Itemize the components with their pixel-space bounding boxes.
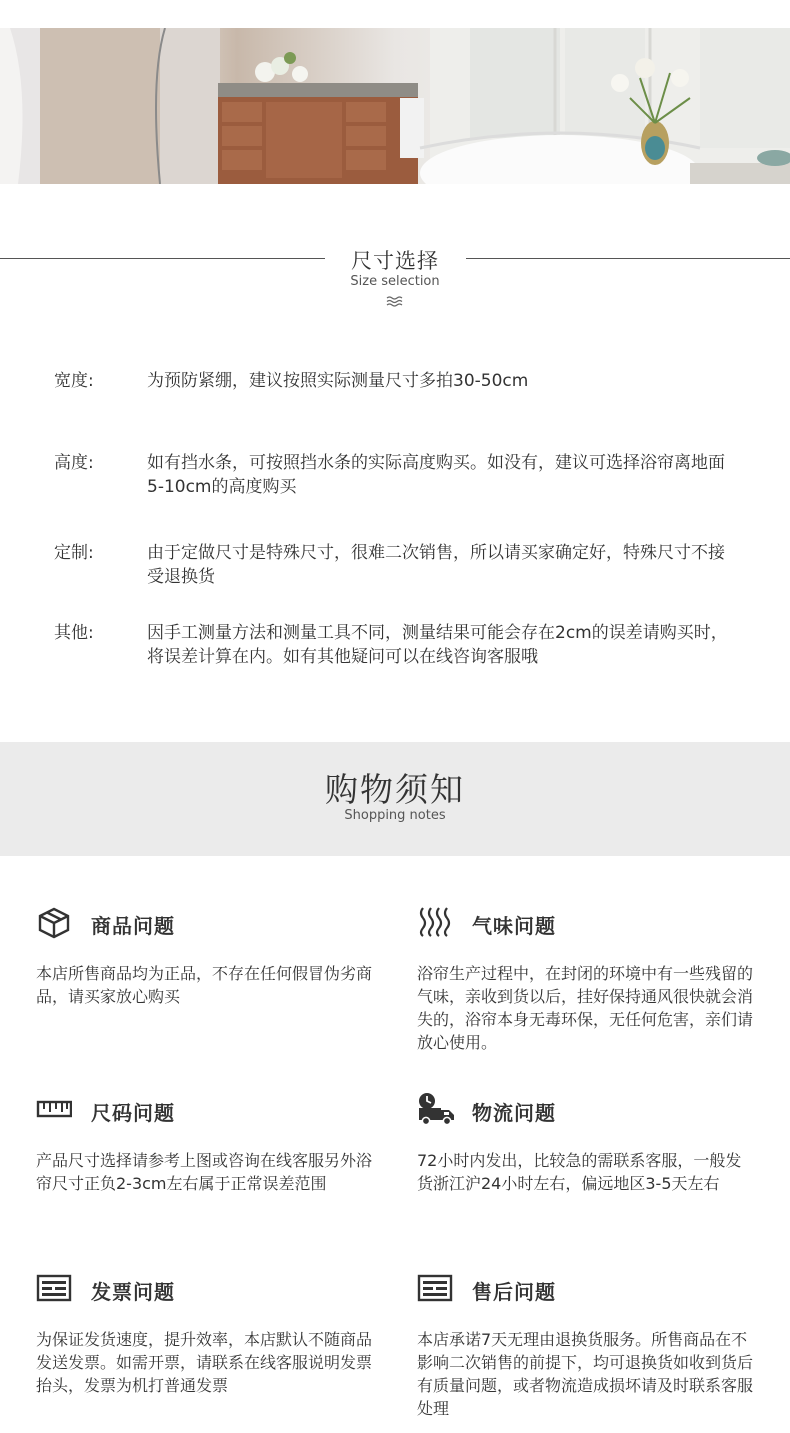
size-row-text: 因手工测量方法和测量工具不同，测量结果可能会存在2cm的误差请购买时，将误差计算在内。如有其他疑问可以在线咨询客服哦 xyxy=(147,623,728,667)
note-text: 为保证发货速度，提升效率，本店默认不随商品发送发票。如需开票，请联系在线客服说明发票抬头，发票为机打普通发票 xyxy=(36,1330,373,1395)
size-row-text: 由于定做尺寸是特殊尺寸，很难二次销售，所以请买家确定好，特殊尺寸不接受退换货 xyxy=(147,543,725,587)
bathroom-hero-image xyxy=(0,28,790,184)
note-title: 物流问题 xyxy=(472,1101,556,1125)
note-title: 发票问题 xyxy=(91,1280,175,1304)
note-text: 产品尺寸选择请参考上图或咨询在线客服另外浴帘尺寸正负2-3cm左右属于正常误差范围 xyxy=(36,1151,373,1193)
shopping-section-title: 购物须知 xyxy=(325,770,465,809)
wave-decoration-icon xyxy=(385,295,405,307)
size-row-label: 宽度: xyxy=(54,371,94,391)
after-sales-icon xyxy=(417,1270,453,1306)
size-row-label: 定制: xyxy=(54,543,94,563)
note-title: 气味问题 xyxy=(472,914,556,938)
invoice-icon xyxy=(36,1270,72,1306)
note-text: 72小时内发出，比较急的需联系客服，一般发货浙江沪24小时左右，偏远地区3-5天左右 xyxy=(417,1151,742,1193)
size-row-label: 其他: xyxy=(54,623,94,643)
size-row-label: 高度: xyxy=(54,453,94,473)
size-row-text: 如有挡水条，可按照挡水条的实际高度购买。如没有，建议可选择浴帘离地面5-10cm的高度购买 xyxy=(147,453,725,497)
ruler-icon xyxy=(36,1091,72,1127)
note-title: 商品问题 xyxy=(91,914,175,938)
note-text: 浴帘生产过程中，在封闭的环境中有一些残留的气味，亲收到货以后，挂好保持通风很快就会消失的，浴帘本身无毒环保，无任何危害，亲们请放心使用。 xyxy=(417,964,754,1052)
note-text: 本店承诺7天无理由退换货服务。所售商品在不影响二次销售的前提下，均可退换货如收到货后有质量问题，或者物流造成损坏请及时联系客服处理 xyxy=(417,1330,754,1418)
note-title: 售后问题 xyxy=(472,1280,556,1304)
delivery-truck-icon xyxy=(417,1091,457,1127)
box-icon xyxy=(36,904,72,940)
size-section-title: 尺寸选择 xyxy=(351,249,439,273)
note-title: 尺码问题 xyxy=(91,1101,175,1125)
shopping-section-subtitle: Shopping notes xyxy=(344,808,446,823)
size-row-text: 为预防紧绷，建议按照实际测量尺寸多拍30-50cm xyxy=(147,371,529,391)
size-section-subtitle: Size selection xyxy=(350,274,440,289)
note-text: 本店所售商品均为正品，不存在任何假冒伪劣商品，请买家放心购买 xyxy=(36,964,373,1006)
odor-waves-icon xyxy=(417,904,453,940)
